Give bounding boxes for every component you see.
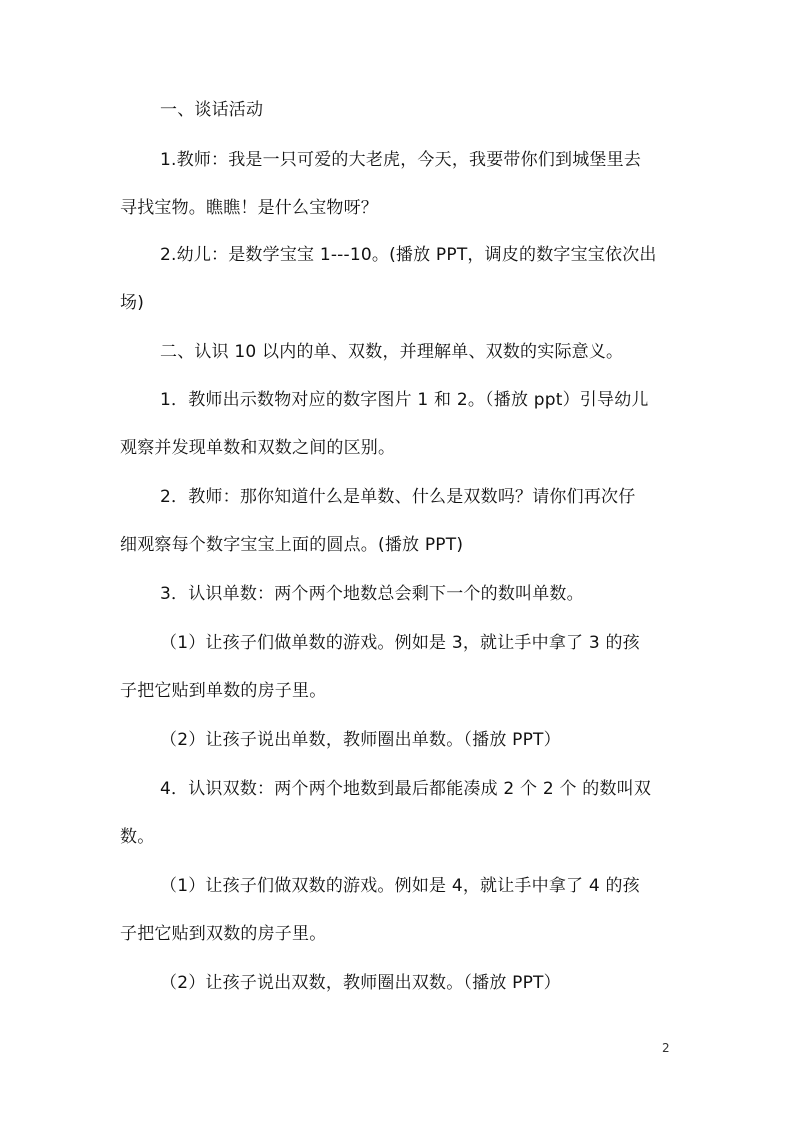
paragraph-line-17: （2）让孩子说出双数，教师圈出双数。（播放 PPT） bbox=[160, 973, 561, 993]
paragraph-line-13: 4．认识双数：两个两个地数到最后都能凑成 2 个 2 个 的数叫双 bbox=[160, 779, 652, 799]
section-heading-1: 一、谈话活动 bbox=[160, 100, 264, 120]
paragraph-line-3: 2.幼儿：是数学宝宝 1---10。(播放 PPT，调皮的数字宝宝依次出 bbox=[160, 245, 657, 265]
paragraph-line-8: 细观察每个数字宝宝上面的圆点。(播放 PPT) bbox=[120, 535, 464, 555]
paragraph-line-9: 3．认识单数：两个两个地数总会剩下一个的数叫单数。 bbox=[160, 584, 584, 604]
paragraph-line-12: （2）让孩子说出单数，教师圈出单数。（播放 PPT） bbox=[160, 730, 561, 750]
paragraph-line-15: （1）让孩子们做双数的游戏。例如是 4，就让手中拿了 4 的孩 bbox=[160, 876, 640, 896]
paragraph-line-10: （1）让孩子们做单数的游戏。例如是 3，就让手中拿了 3 的孩 bbox=[160, 633, 640, 653]
paragraph-line-4: 场) bbox=[120, 293, 145, 313]
paragraph-line-11: 子把它贴到单数的房子里。 bbox=[120, 681, 327, 701]
paragraph-line-2: 寻找宝物。瞧瞧！是什么宝物呀？ bbox=[120, 198, 378, 218]
page-number: 2 bbox=[662, 1041, 670, 1055]
paragraph-line-5: 1．教师出示数物对应的数字图片 1 和 2。（播放 ppt）引导幼儿 bbox=[160, 390, 649, 410]
section-heading-2: 二、认识 10 以内的单、双数，并理解单、双数的实际意义。 bbox=[160, 342, 624, 362]
paragraph-line-6: 观察并发现单数和双数之间的区别。 bbox=[120, 438, 396, 458]
paragraph-line-14: 数。 bbox=[120, 827, 155, 847]
paragraph-line-7: 2．教师：那你知道什么是单数、什么是双数吗？请你们再次仔 bbox=[160, 487, 636, 507]
paragraph-line-16: 子把它贴到双数的房子里。 bbox=[120, 924, 327, 944]
paragraph-line-1: 1.教师：我是一只可爱的大老虎，今天，我要带你们到城堡里去 bbox=[160, 150, 642, 170]
